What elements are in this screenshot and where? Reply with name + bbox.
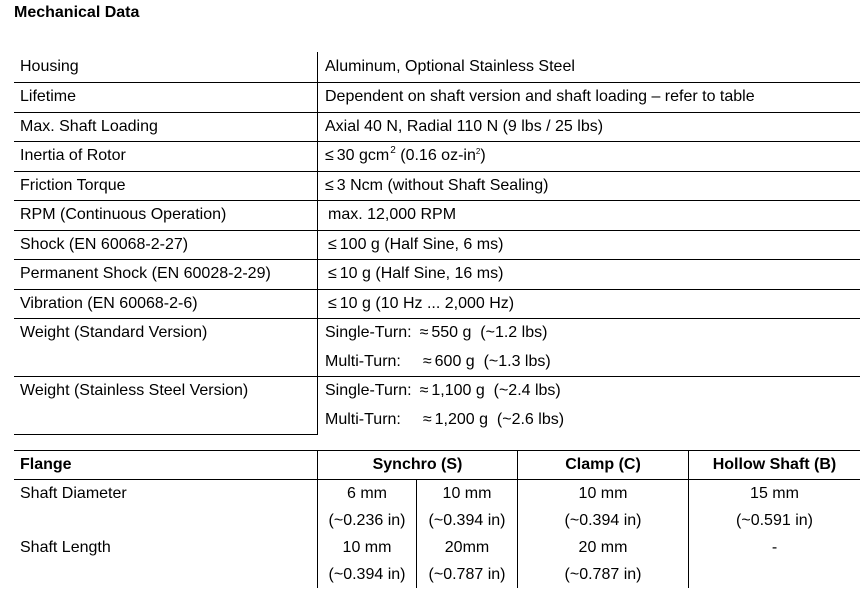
- table-row: [14, 534, 860, 561]
- cell: 6 mm: [318, 480, 417, 508]
- mechanical-data-table: [14, 52, 860, 435]
- page-title: Mechanical Data: [14, 4, 140, 21]
- cell: (~0.591 in): [736, 511, 813, 529]
- less-equal-symbol: ≤: [325, 147, 334, 165]
- row-value: Axial 40 N, Radial 110 N (9 lbs / 25 lbs): [318, 112, 861, 142]
- header-synchro: Synchro (S): [318, 451, 518, 480]
- cell: (~0.787 in): [518, 561, 689, 588]
- row-value: ≤ 10 g (Half Sine, 16 ms): [318, 260, 861, 290]
- cell: (~0.236 in): [318, 507, 417, 534]
- row-label: Shock (EN 60068-2-27): [14, 230, 318, 260]
- cell: 20 mm: [518, 534, 689, 561]
- header-flange: Flange: [14, 451, 318, 480]
- row-label: Weight (Stainless Steel Version): [14, 377, 318, 435]
- row-label: Shaft Diameter: [14, 480, 318, 508]
- row-value: ≤ 10 g (10 Hz ... 2,000 Hz): [318, 289, 861, 319]
- cell: 10 mm: [518, 480, 689, 508]
- row-label: Shaft Length: [14, 534, 318, 561]
- row-value: Multi-Turn: ≈ 1,200 g (~2.6 lbs): [325, 410, 565, 428]
- table-header-row: [14, 451, 860, 480]
- cell: (~0.394 in): [518, 507, 689, 534]
- cell: -: [771, 538, 778, 556]
- table-row: [14, 260, 860, 290]
- row-value: max. 12,000 RPM: [318, 201, 861, 231]
- cell: 20mm: [417, 534, 518, 561]
- table-row: [14, 142, 860, 172]
- table-row: [14, 230, 860, 260]
- row-label: Lifetime: [14, 83, 318, 113]
- table-row: [14, 561, 860, 588]
- cell: (~0.394 in): [318, 561, 417, 588]
- row-label: Friction Torque: [14, 171, 318, 201]
- cell: 15 mm: [750, 484, 799, 502]
- row-label: Max. Shaft Loading: [14, 112, 318, 142]
- cell: (~0.787 in): [417, 561, 518, 588]
- table-row: [14, 83, 860, 113]
- row-value: Multi-Turn: ≈ 600 g (~1.3 lbs): [318, 348, 861, 377]
- row-value: Dependent on shaft version and shaft loading – refer to table: [318, 83, 861, 113]
- table-row: [14, 289, 860, 319]
- cell: 10 mm: [417, 480, 518, 508]
- row-value: ≤ 100 g (Half Sine, 6 ms): [318, 230, 861, 260]
- table-row: [14, 201, 860, 231]
- table-row: [14, 319, 860, 348]
- table-row: [14, 112, 860, 142]
- table-row: [14, 377, 860, 406]
- row-label: RPM (Continuous Operation): [14, 201, 318, 231]
- cell: [689, 561, 861, 588]
- row-value: ≤ 3 Ncm (without Shaft Sealing): [318, 171, 861, 201]
- row-label: Vibration (EN 60068-2-6): [14, 289, 318, 319]
- table-row: [14, 171, 860, 201]
- row-value: Single-Turn: ≈ 550 g (~1.2 lbs): [325, 324, 548, 342]
- header-clamp: Clamp (C): [518, 451, 689, 480]
- row-label: Inertia of Rotor: [14, 142, 318, 172]
- flange-table: [14, 450, 860, 588]
- cell: 10 mm: [318, 534, 417, 561]
- table-row: [14, 52, 860, 83]
- row-value: Aluminum, Optional Stainless Steel: [318, 52, 861, 83]
- row-label: Weight (Standard Version): [14, 319, 318, 377]
- row-label: Permanent Shock (EN 60028-2-29): [14, 260, 318, 290]
- row-label: Housing: [14, 52, 318, 83]
- row-value: Single-Turn: ≈ 1,100 g (~2.4 lbs): [325, 382, 561, 400]
- table-row: [14, 480, 860, 508]
- table-row: [14, 507, 860, 534]
- cell: (~0.394 in): [417, 507, 518, 534]
- header-hollow-shaft: Hollow Shaft (B): [689, 451, 861, 480]
- row-value: ≤ 30 gcm$^2$ (0.16 $oz-in^2$): [318, 142, 861, 172]
